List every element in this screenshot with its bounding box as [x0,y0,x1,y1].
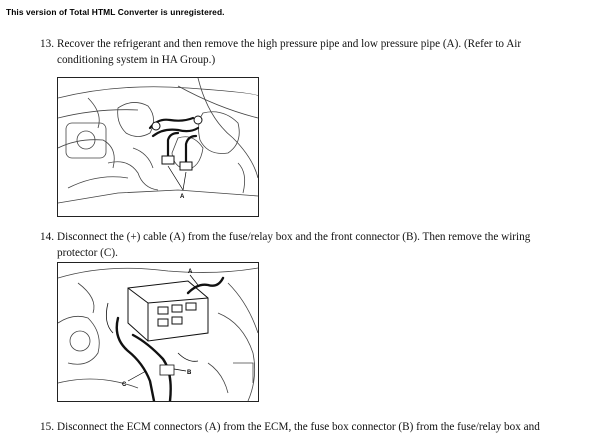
step-number: 15. [40,421,54,433]
step-text-line1: Disconnect the ECM connectors (A) from the ECM, the fuse box connector (B) from the fuse/relay box and [57,421,540,433]
callout-label: A [180,194,185,200]
fuse-box-illustration [58,263,258,401]
step-text-line2: protector (C). [57,246,118,259]
figure-ac-pipes [57,77,259,217]
step-text-line2: conditioning system in HA Group.) [57,53,216,66]
step-14 [40,230,580,261]
engine-bay-illustration [58,78,258,216]
step-number: 13. [40,38,54,50]
callout-label: A [188,269,193,275]
step-15 [40,420,580,436]
step-number: 14. [40,231,54,243]
callout-label: C [122,382,127,388]
figure-fuse-box-wiring [57,262,259,402]
callout-label: B [187,370,192,376]
step-text-line1: Recover the refrigerant and then remove the high pressure pipe and low pressure pipe (A). (Refer to Air [57,38,522,50]
step-13 [40,37,580,68]
step-text-line1: Disconnect the (+) cable (A) from the fuse/relay box and the front connector (B). Then remove the wiring [57,231,531,243]
unregistered-banner: This version of Total HTML Converter is unregistered. [6,7,225,17]
